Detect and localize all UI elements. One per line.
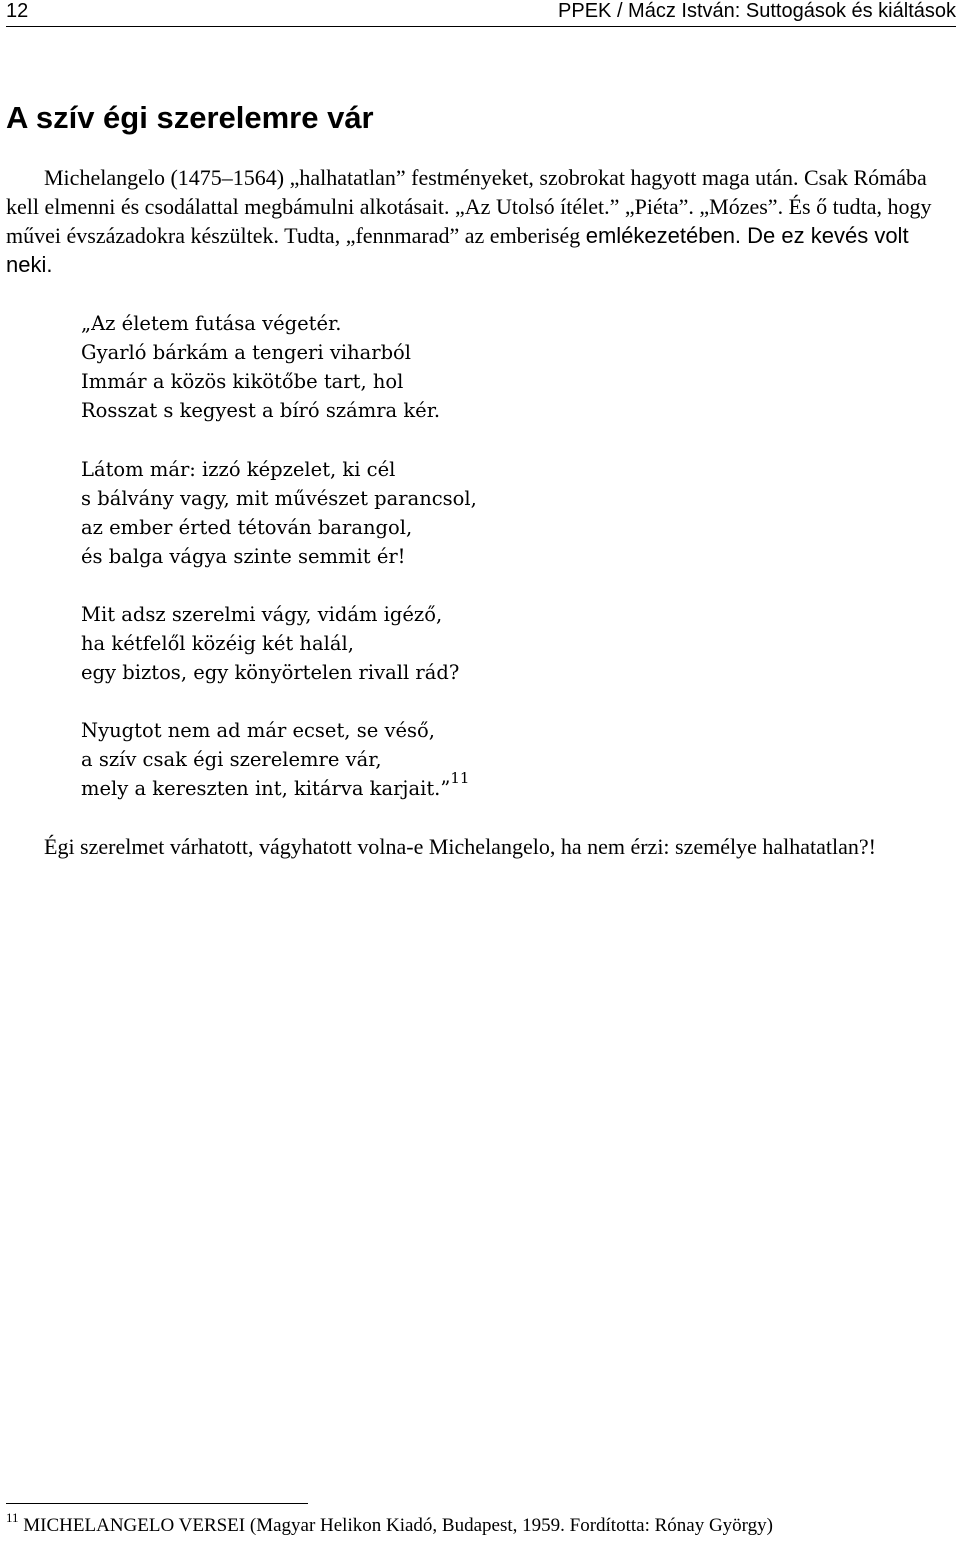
poem-line: ha kétfelől közéig két halál, [81,632,354,655]
poem-line-last [81,769,470,803]
intro-paragraph [6,163,941,279]
page-number: 12 [6,0,29,22]
footnote-reference[interactable]: 11 [450,769,470,787]
poem-line: „Az életem futása végetér. [81,312,342,335]
footnote-separator [6,1503,308,1504]
page-header [6,0,956,27]
chapter-title: A szív égi szerelemre vár [6,100,374,135]
poem-line: Mit adsz szerelmi vágy, vidám igéző, [81,603,443,626]
poem-line: Látom már: izzó képzelet, ki cél [81,458,396,481]
poem-stanza-1 [81,309,440,425]
intro-text: Michelangelo (1475–1564) „halhatatlan” festményeket, szobrokat hagyott maga után. Csak Rómába kell elmenni és csodálattal megbámulni alkotásait. „Az Utolsó ítélet.” „Piéta”. „Mózes”. És ő tudta, hogy művei évszázadokra készültek. Tudta, „fennmarad” az emberiség [6,165,932,248]
footnote-text: MICHELANGELO VERSEI (Magyar Helikon Kiadó, Budapest, 1959. Fordította: Rónay György) [23,1515,773,1536]
poem-stanza-4 [81,716,469,803]
poem [81,309,440,425]
poem-line-text: mely a kereszten int, kitárva karjait.” [81,777,451,800]
poem-stanza-2 [81,455,477,571]
poem-part-2 [81,455,477,571]
poem-line: egy biztos, egy könyörtelen rivall rád? [81,661,460,684]
poem-part-3 [81,600,459,687]
poem-line: Gyarló bárkám a tengeri viharból [81,341,412,364]
poem-line: és balga vágya szinte semmit ér! [81,545,406,568]
poem-line: s bálvány vagy, mit művészet parancsol, [81,487,477,510]
poem-line: a szív csak égi szerelemre vár, [81,748,382,771]
poem-line: Rosszat s kegyest a bíró számra kér. [81,399,441,422]
running-title: PPEK / Mácz István: Suttogások és kiáltások [558,0,956,22]
closing-paragraph: Égi szerelmet várhatott, vágyhatott volna-e Michelangelo, ha nem érzi: személye halhatatlan?! [44,834,876,859]
poem-line: az ember érted tétován barangol, [81,516,413,539]
poem-line: Immár a közös kikötőbe tart, hol [81,370,404,393]
poem-stanza-3 [81,600,459,687]
poem-part-4 [81,716,469,803]
poem-line: Nyugtot nem ad már ecset, se véső, [81,719,435,742]
footnote [6,1510,773,1538]
intro-text-end: emlékezetében. De ez kevés volt neki. [6,223,909,277]
footnote-number: 11 [6,1510,19,1525]
